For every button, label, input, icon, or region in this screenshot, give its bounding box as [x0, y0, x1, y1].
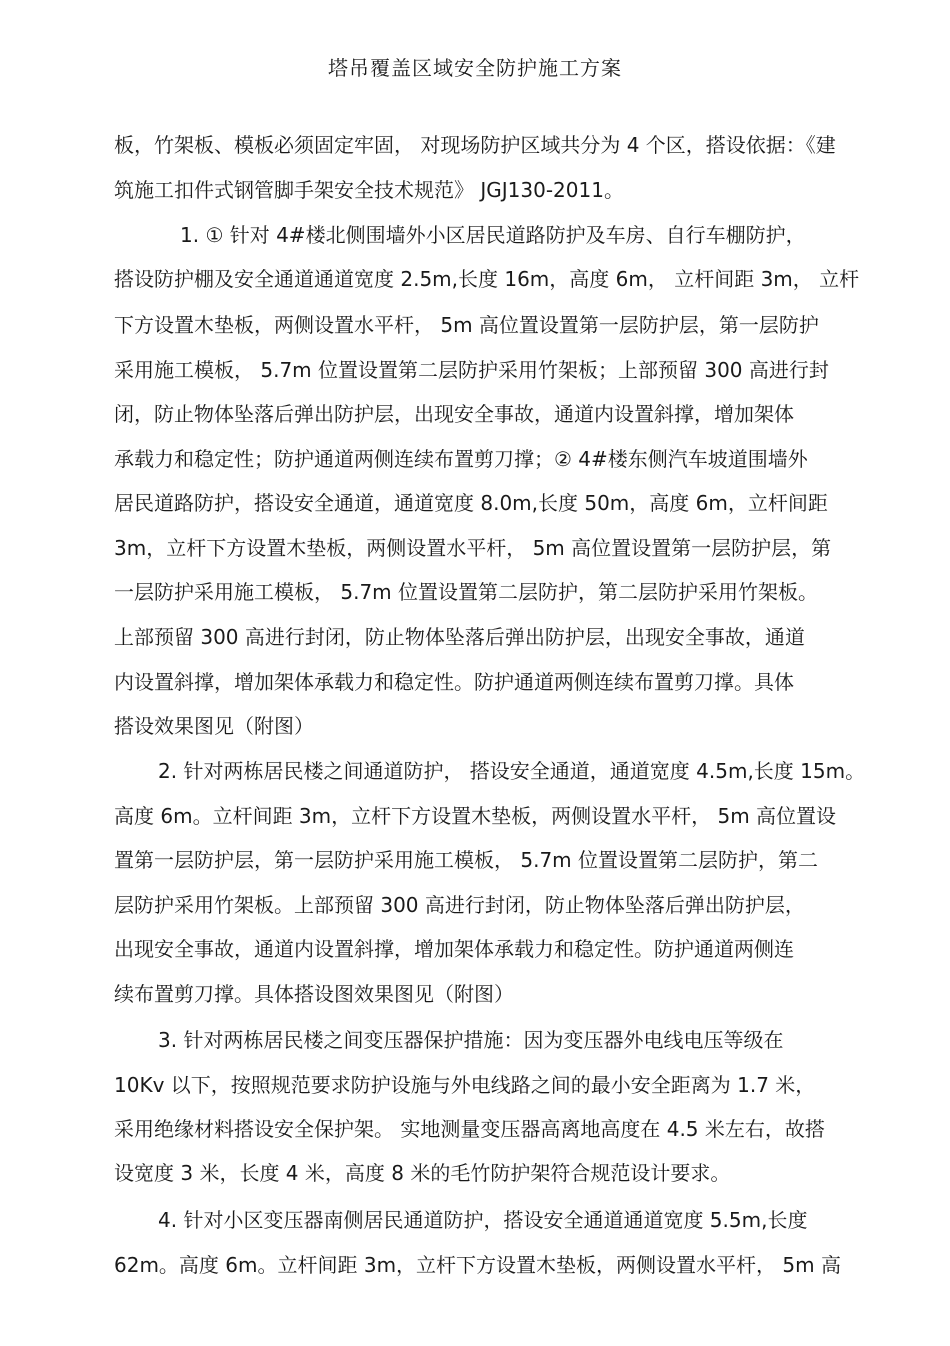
text-line-21: 3. 针对两栋居民楼之间变压器保护措施：因为变压器外电线电压等级在 [158, 1028, 784, 1052]
text-line-2: 筑施工扣件式钢管脚手架安全技术规范》 JGJ130-2011。 [114, 178, 624, 202]
text-line-16: 高度 6m。立杆间距 3m，立杆下方设置木垫板，两侧设置水平杆， 5m 高位置设 [114, 804, 837, 828]
text-line-5: 下方设置木垫板，两侧设置水平杆， 5m 高位置设置第一层防护层，第一层防护 [114, 313, 819, 337]
text-line-4: 搭设防护棚及安全通道通道宽度 2.5m,长度 16m，高度 6m， 立杆间距 3m， 立杆 [114, 267, 860, 291]
text-line-14: 搭设效果图见（附图） [114, 714, 314, 738]
text-line-19: 出现安全事故，通道内设置斜撑，增加架体承载力和稳定性。防护通道两侧连 [114, 937, 794, 961]
text-line-12: 上部预留 300 高进行封闭，防止物体坠落后弹出防护层，出现安全事故，通道 [114, 625, 805, 649]
text-line-3: 1. ① 针对 4#楼北侧围墙外小区居民道路防护及车房、自行车棚防护， [180, 223, 806, 247]
text-line-26: 62m。高度 6m。立杆间距 3m，立杆下方设置木垫板，两侧设置水平杆， 5m 高 [114, 1253, 841, 1277]
text-line-18: 层防护采用竹架板。上部预留 300 高进行封闭，防止物体坠落后弹出防护层， [114, 893, 805, 917]
text-line-25: 4. 针对小区变压器南侧居民通道防护，搭设安全通道通道宽度 5.5m,长度 [158, 1208, 808, 1232]
text-line-6: 采用施工模板， 5.7m 位置设置第二层防护采用竹架板；上部预留 300 高进行封 [114, 358, 829, 382]
text-line-13: 内设置斜撑，增加架体承载力和稳定性。防护通道两侧连续布置剪刀撑。具体 [114, 670, 794, 694]
page-title: 塔吊覆盖区域安全防护施工方案 [328, 56, 622, 80]
text-line-7: 闭，防止物体坠落后弹出防护层，出现安全事故，通道内设置斜撑，增加架体 [114, 402, 794, 426]
text-line-1: 板，竹架板、模板必须固定牢固， 对现场防护区域共分为 4 个区，搭设依据：《建 [114, 133, 836, 157]
text-line-20: 续布置剪刀撑。具体搭设图效果图见（附图） [114, 982, 514, 1006]
text-line-8: 承载力和稳定性；防护通道两侧连续布置剪刀撑；② 4#楼东侧汽车坡道围墙外 [114, 447, 808, 471]
text-line-9: 居民道路防护，搭设安全通道，通道宽度 8.0m,长度 50m，高度 6m，立杆间距 [114, 491, 828, 515]
text-line-23: 采用绝缘材料搭设安全保护架。 实地测量变压器高离地高度在 4.5 米左右，故搭 [114, 1117, 825, 1141]
text-line-15: 2. 针对两栋居民楼之间通道防护， 搭设安全通道，通道宽度 4.5m,长度 15m。 [158, 759, 866, 783]
text-line-17: 置第一层防护层，第一层防护采用施工模板， 5.7m 位置设置第二层防护，第二 [114, 848, 819, 872]
text-line-11: 一层防护采用施工模板， 5.7m 位置设置第二层防护，第二层防护采用竹架板。 [114, 580, 819, 604]
text-line-22: 10Kv 以下，按照规范要求防护设施与外电线路之间的最小安全距离为 1.7 米， [114, 1073, 816, 1097]
text-line-24: 设宽度 3 米，长度 4 米，高度 8 米的毛竹防护架符合规范设计要求。 [114, 1161, 731, 1185]
text-line-10: 3m，立杆下方设置木垫板，两侧设置水平杆， 5m 高位置设置第一层防护层，第 [114, 536, 832, 560]
